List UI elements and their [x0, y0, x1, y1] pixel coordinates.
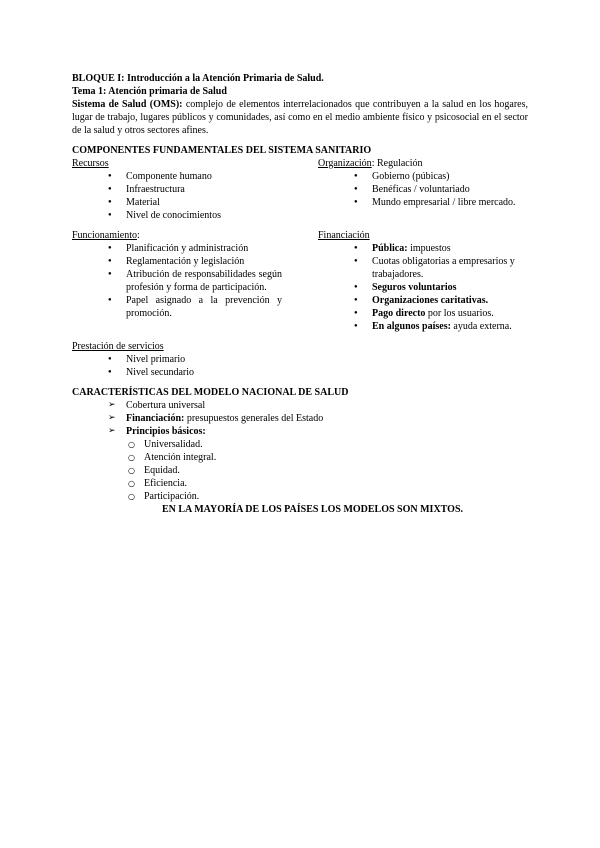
item-text: presupuestos generales del Estado [184, 413, 324, 424]
list-item: ● Componente humano [72, 170, 318, 183]
closing-statement: EN LA MAYORÍA DE LOS PAÍSES LOS MODELOS SON MIXTOS. [162, 504, 464, 515]
item-bold: Pública: [372, 243, 408, 254]
list-item: ● Nivel de conocimientos [72, 209, 318, 222]
list-item: ● Nivel secundario [72, 366, 528, 379]
item-bold: Financiación: [126, 413, 185, 424]
definition-text: complejo de elementos interrelacionados que contribuyen a la salud en los hogares, lugar de trabajo, lugares públicos y comunidades, así como en el medio ambiente físico y psicosocial en el sector de la salud y otros sectores afines. [72, 99, 529, 136]
organizacion-label: Organización [318, 158, 372, 169]
list-item: ○ Eficiencia. [72, 477, 528, 490]
item-text: ayuda externa. [450, 321, 512, 332]
model-list [72, 399, 528, 438]
topic-heading: Tema 1: Atención primaria de Salud [72, 86, 227, 97]
recursos-label: Recursos [72, 158, 109, 169]
item-bold: Seguros voluntarios [372, 282, 457, 293]
item-bold: Organizaciones caritativas. [372, 295, 489, 306]
recursos-list [72, 170, 318, 222]
list-item [318, 320, 528, 333]
principles-list [72, 438, 528, 503]
list-item: ● Infraestructura [72, 183, 318, 196]
list-item: ○ Universalidad. [72, 438, 528, 451]
list-item: ● Benéficas / voluntariado [318, 183, 528, 196]
list-item: ● Nivel primario [72, 353, 528, 366]
funcionamiento-list [72, 242, 318, 320]
definition-paragraph [72, 98, 528, 137]
model-title: CARACTERÍSTICAS DEL MODELO NACIONAL DE SALUD [72, 387, 349, 398]
list-item [318, 307, 528, 320]
list-item: ● Material [72, 196, 318, 209]
list-item: ● Planificación y administración [72, 242, 318, 255]
organizacion-column [318, 157, 528, 222]
components-row-2 [72, 229, 528, 333]
item-text: Cuotas obligatorias a empresarios y trabajadores. [372, 256, 515, 280]
funcionamiento-suffix: : [137, 230, 140, 241]
financiacion-label: Financiación [318, 230, 370, 241]
list-item: ○ Equidad. [72, 464, 528, 477]
financiacion-column [318, 229, 528, 333]
components-row-1 [72, 157, 528, 222]
list-item [318, 281, 528, 294]
list-item: ● Papel asignado a la prevención y promoción. [72, 294, 318, 320]
prestacion-list [72, 353, 528, 379]
list-item: ○ Atención integral. [72, 451, 528, 464]
item-text: Cobertura universal [126, 400, 206, 411]
list-item: ● Atribución de responsabilidades según profesión y forma de participación. [72, 268, 318, 294]
item-bold: En algunos países: [372, 321, 451, 332]
list-item: ● Reglamentación y legislación [72, 255, 318, 268]
item-text: por los usuarios. [425, 308, 494, 319]
components-title: COMPONENTES FUNDAMENTALES DEL SISTEMA SANITARIO [72, 145, 372, 156]
list-item [318, 294, 528, 307]
item-text: impuestos [407, 243, 451, 254]
prestacion-label: Prestación de servicios [72, 341, 164, 352]
financiacion-list [318, 242, 528, 333]
item-bold: Principios básicos: [126, 426, 206, 437]
list-item: ● Gobierno (púbicas) [318, 170, 528, 183]
organizacion-suffix: : Regulación [371, 158, 423, 169]
funcionamiento-column [72, 229, 318, 333]
list-item [72, 425, 528, 438]
list-item [72, 412, 528, 425]
list-item [318, 255, 528, 281]
list-item [72, 399, 528, 412]
block-heading: BLOQUE I: Introducción a la Atención Primaria de Salud. [72, 73, 324, 84]
list-item [318, 242, 528, 255]
funcionamiento-label: Funcionamiento [72, 230, 137, 241]
organizacion-list [318, 170, 528, 209]
list-item: ○ Participación. [72, 490, 528, 503]
item-bold: Pago directo [372, 308, 426, 319]
definition-term: Sistema de Salud (OMS): [72, 99, 183, 110]
document-page [72, 72, 528, 516]
recursos-column [72, 157, 318, 222]
list-item: ● Mundo empresarial / libre mercado. [318, 196, 528, 209]
